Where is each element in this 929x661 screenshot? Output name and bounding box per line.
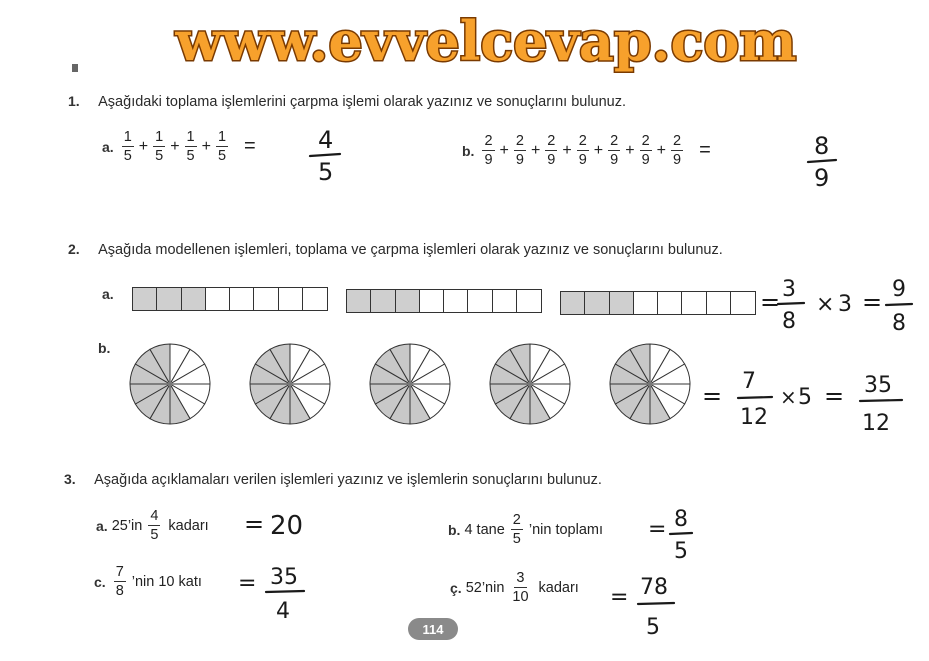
strip-models <box>132 287 762 317</box>
fraction: $\frac{3}{10}$ <box>512 570 529 605</box>
svg-text:8: 8 <box>892 311 906 336</box>
fraction: $\frac{2}{9}$ <box>578 133 587 168</box>
svg-text:5: 5 <box>798 385 812 410</box>
question-text: Aşağıda modellenen işlemleri, toplama ve çarpma işlemleri olarak yazınız ve sonuçlarını bulunuz. <box>98 242 723 258</box>
empty-cell <box>493 290 517 312</box>
fraction: $\frac{1}{5}$ <box>186 129 195 164</box>
svg-text:3: 3 <box>838 292 852 317</box>
svg-text:12: 12 <box>740 405 768 430</box>
svg-text:4: 4 <box>318 126 334 154</box>
site-watermark <box>86 4 886 76</box>
fraction-circle <box>610 344 690 424</box>
watermark-text: www.evvelcevap.com <box>175 9 797 73</box>
fraction: $\frac{2}{9}$ <box>641 133 650 168</box>
svg-text:5: 5 <box>646 615 660 640</box>
fraction: $\frac{2}{9}$ <box>515 133 524 168</box>
empty-cell <box>682 292 706 314</box>
fraction-circle <box>370 344 450 424</box>
empty-cell <box>658 292 682 314</box>
question-2 <box>68 241 723 259</box>
item-label: b. <box>462 142 475 159</box>
svg-text:9: 9 <box>814 164 830 192</box>
shaded-cell <box>585 292 609 314</box>
svg-text:=: = <box>244 510 265 538</box>
fraction: $\frac{2}{9}$ <box>547 133 556 168</box>
empty-cell <box>731 292 755 314</box>
handwritten-answer-q3b <box>648 506 708 566</box>
handwritten-answer-q3cc <box>610 572 690 644</box>
empty-cell <box>279 288 303 310</box>
shaded-cell <box>182 288 206 310</box>
empty-cell <box>230 288 254 310</box>
shaded-cell <box>396 290 420 312</box>
svg-text:=: = <box>824 382 845 410</box>
fraction: $\frac{1}{5}$ <box>123 129 132 164</box>
empty-cell <box>303 288 327 310</box>
q3-b-expression: b. 4 tane $\frac{2}{5}$ ’nin toplamı <box>448 512 604 547</box>
question-text: Aşağıdaki toplama işlemlerini çarpma işlemi olarak yazınız ve sonuçlarını bulunuz. <box>98 94 627 110</box>
fraction-strip <box>132 287 328 311</box>
fraction: $\frac{1}{5}$ <box>217 129 227 164</box>
fraction: $\frac{2}{9}$ <box>672 133 682 168</box>
svg-text:=: = <box>238 571 257 596</box>
empty-cell <box>468 290 492 312</box>
q1-b-expression: b. $\frac{2}{9}$ + $\frac{2}{9}$ + $\frac{2}{9}$ + $\frac{2}{9}$ + $\frac{2}{9}$ + $\frac{2}{9}$ + $\frac{2}{9}$ = <box>462 133 711 168</box>
fraction: $\frac{1}{5}$ <box>155 129 164 164</box>
shaded-cell <box>347 290 371 312</box>
svg-text:=: = <box>702 382 723 410</box>
handwritten-answer-q2b <box>702 366 922 440</box>
handwritten-answer-q2a <box>760 274 929 340</box>
circle-center <box>288 382 293 387</box>
svg-text:5: 5 <box>674 539 688 564</box>
question-1 <box>68 93 626 111</box>
svg-text:9: 9 <box>892 277 906 302</box>
fraction-circle <box>250 344 330 424</box>
empty-cell <box>420 290 444 312</box>
svg-text:35: 35 <box>864 373 892 398</box>
circle-center <box>168 382 173 387</box>
handwritten-answer-q3a <box>244 506 324 546</box>
svg-text:3: 3 <box>782 277 796 302</box>
handwritten-answer-q3c <box>238 564 318 628</box>
shaded-cell <box>133 288 157 310</box>
question-text: Aşağıda açıklamaları verilen işlemleri yazınız ve işlemlerin sonuçlarını bulunuz. <box>94 472 602 488</box>
circle-models <box>124 338 704 430</box>
q3-c-expression: c. $\frac{7}{8}$ ’nin 10 katı <box>94 564 202 599</box>
fraction-circle <box>490 344 570 424</box>
fraction-circle <box>130 344 210 424</box>
svg-text:×: × <box>780 385 797 409</box>
shaded-cell <box>157 288 181 310</box>
fraction-strip <box>346 289 542 313</box>
handwritten-answer-q1b <box>806 132 846 192</box>
fraction-strip <box>560 291 756 315</box>
shaded-cell <box>561 292 585 314</box>
svg-text:35: 35 <box>270 565 298 590</box>
empty-cell <box>254 288 278 310</box>
svg-text:8: 8 <box>814 132 830 160</box>
svg-text:8: 8 <box>782 309 796 334</box>
circle-center <box>528 382 533 387</box>
svg-text:7: 7 <box>742 369 756 394</box>
question-number: 2. <box>68 241 80 257</box>
q3-a-expression: a. 25’in $\frac{4}{5}$ kadarı <box>96 508 209 543</box>
q3-cc-expression: ç. 52’nin $\frac{3}{10}$ kadarı <box>450 570 579 605</box>
fraction: $\frac{2}{5}$ <box>512 512 521 547</box>
corner-marker <box>72 64 78 72</box>
svg-text:=: = <box>862 288 883 316</box>
fraction: $\frac{4}{5}$ <box>150 508 159 543</box>
svg-text:12: 12 <box>862 411 890 436</box>
circle-center <box>648 382 653 387</box>
fraction: $\frac{2}{9}$ <box>610 133 619 168</box>
q1-a-expression: a. $\frac{1}{5}$ + $\frac{1}{5}$ + $\frac{1}{5}$ + $\frac{1}{5}$ = <box>102 129 256 164</box>
svg-text:=: = <box>610 585 629 610</box>
svg-text:78: 78 <box>640 575 668 600</box>
empty-cell <box>707 292 731 314</box>
empty-cell <box>444 290 468 312</box>
svg-text:8: 8 <box>674 507 688 532</box>
handwritten-answer-q1a <box>308 126 348 186</box>
question-number: 1. <box>68 93 80 109</box>
fraction: $\frac{7}{8}$ <box>115 564 124 599</box>
item-label: b. <box>98 340 111 356</box>
svg-text:4: 4 <box>276 599 290 624</box>
fraction: $\frac{2}{9}$ <box>484 133 493 168</box>
question-number: 3. <box>64 471 76 487</box>
svg-text:5: 5 <box>318 158 334 186</box>
empty-cell <box>634 292 658 314</box>
item-label: a. <box>102 138 114 155</box>
shaded-cell <box>610 292 634 314</box>
svg-text:=: = <box>760 288 781 316</box>
circle-center <box>408 382 413 387</box>
svg-text:=: = <box>648 517 667 542</box>
question-3 <box>64 471 602 489</box>
page-number-badge: 114 <box>408 618 458 640</box>
svg-text:×: × <box>816 292 835 317</box>
shaded-cell <box>371 290 395 312</box>
empty-cell <box>517 290 541 312</box>
svg-text:20: 20 <box>270 511 304 541</box>
item-label: a. <box>102 286 114 302</box>
empty-cell <box>206 288 230 310</box>
